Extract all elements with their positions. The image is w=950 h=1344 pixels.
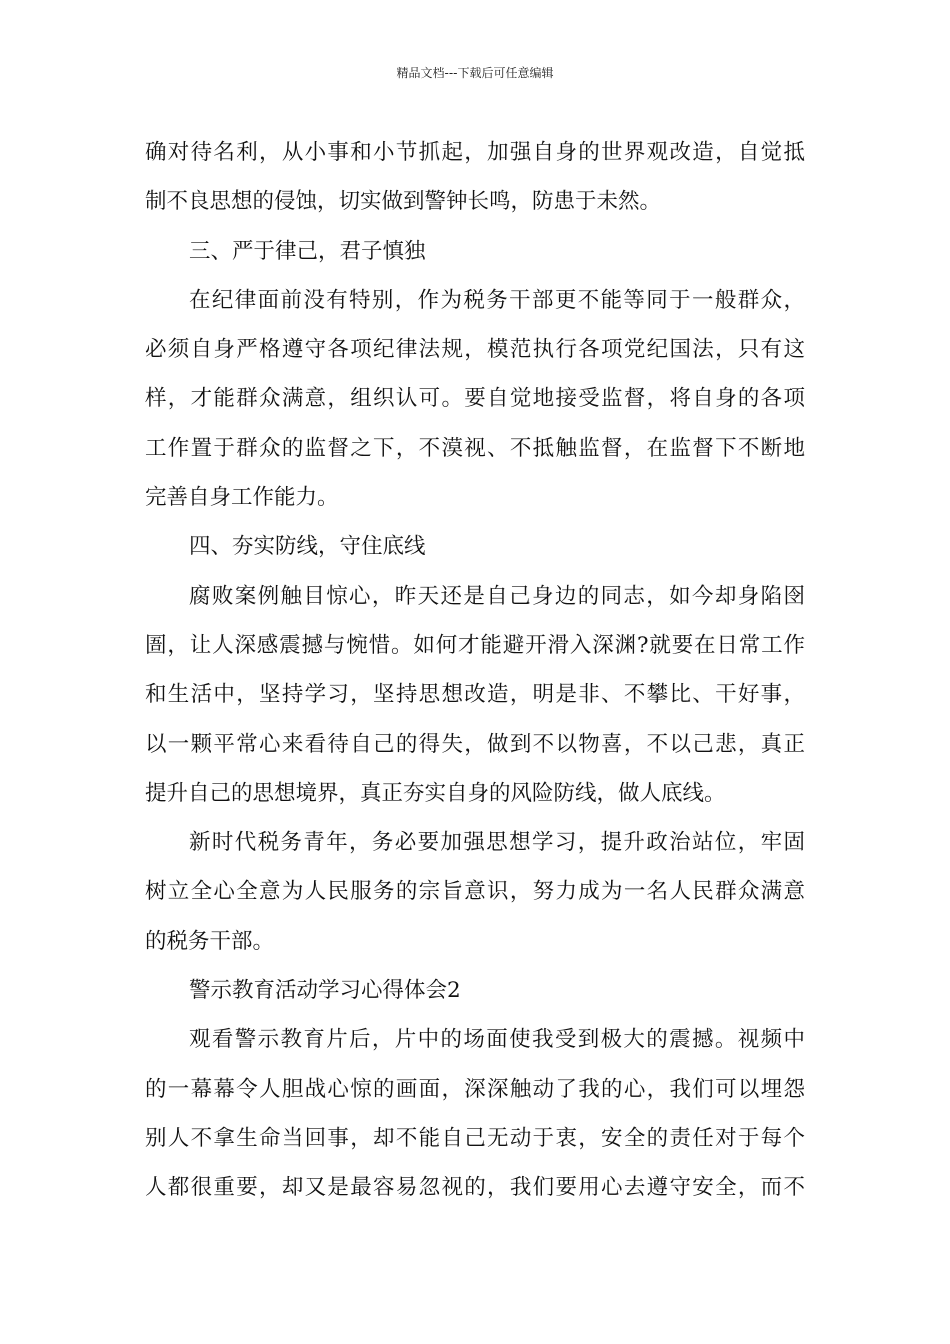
paragraph-line: 确对待名利，从小事和小节抓起，加强自身的世界观改造，自觉抵 [145, 140, 805, 165]
paragraph-line: 树立全心全意为人民服务的宗旨意识，努力成为一名人民群众满意 [145, 879, 805, 905]
section-heading: 四、夯实防线，守住底线 [189, 534, 426, 560]
paragraph-line: 以一颗平常心来看待自己的得失，做到不以物喜，不以己悲，真正 [145, 731, 805, 757]
paragraph-line: 提升自己的思想境界，真正夯实自身的风险防线，做人底线。 [145, 780, 726, 806]
section-heading: 三、严于律己，君子慎独 [189, 238, 426, 264]
paragraph-line: 和生活中，坚持学习，坚持思想改造，明是非、不攀比、干好事， [145, 682, 805, 708]
document-body [145, 128, 805, 1213]
paragraph-line: 人都很重要，却又是最容易忽视的，我们要用心去遵守安全，而不 [145, 1175, 805, 1201]
page-header: 精品文档---下载后可任意编辑 [396, 66, 554, 80]
paragraph-line: 的一幕幕令人胆战心惊的画面，深深触动了我的心，我们可以埋怨 [145, 1076, 805, 1102]
paragraph-line: 新时代税务青年，务必要加强思想学习，提升政治站位，牢固 [189, 830, 805, 856]
paragraph-line: 圄，让人深感震撼与惋惜。如何才能避开滑入深渊?就要在日常工作 [145, 632, 805, 658]
paragraph-line: 必须自身严格遵守各项纪律法规，模范执行各项党纪国法，只有这 [145, 337, 805, 363]
paragraph-line: 的税务干部。 [145, 928, 275, 954]
paragraph-line: 工作置于群众的监督之下，不漠视、不抵触监督，在监督下不断地 [145, 435, 805, 461]
paragraph-line: 观看警示教育片后，片中的场面使我受到极大的震撼。视频中 [189, 1027, 805, 1053]
paragraph-line: 别人不拿生命当回事，却不能自己无动于衷，安全的责任对于每个 [145, 1125, 805, 1151]
paragraph-line: 腐败案例触目惊心，昨天还是自己身边的同志，如今却身陷囹 [189, 583, 805, 609]
paragraph-line: 样，才能群众满意，组织认可。要自觉地接受监督，将自身的各项 [145, 386, 805, 412]
paragraph-line: 在纪律面前没有特别，作为税务干部更不能等同于一般群众， [189, 287, 805, 313]
paragraph-line: 制不良思想的侵蚀，切实做到警钟长鸣，防患于未然。 [145, 189, 662, 215]
article-title: 警示教育活动学习心得体会2 [189, 978, 461, 1004]
paragraph-line: 完善自身工作能力。 [145, 485, 339, 511]
